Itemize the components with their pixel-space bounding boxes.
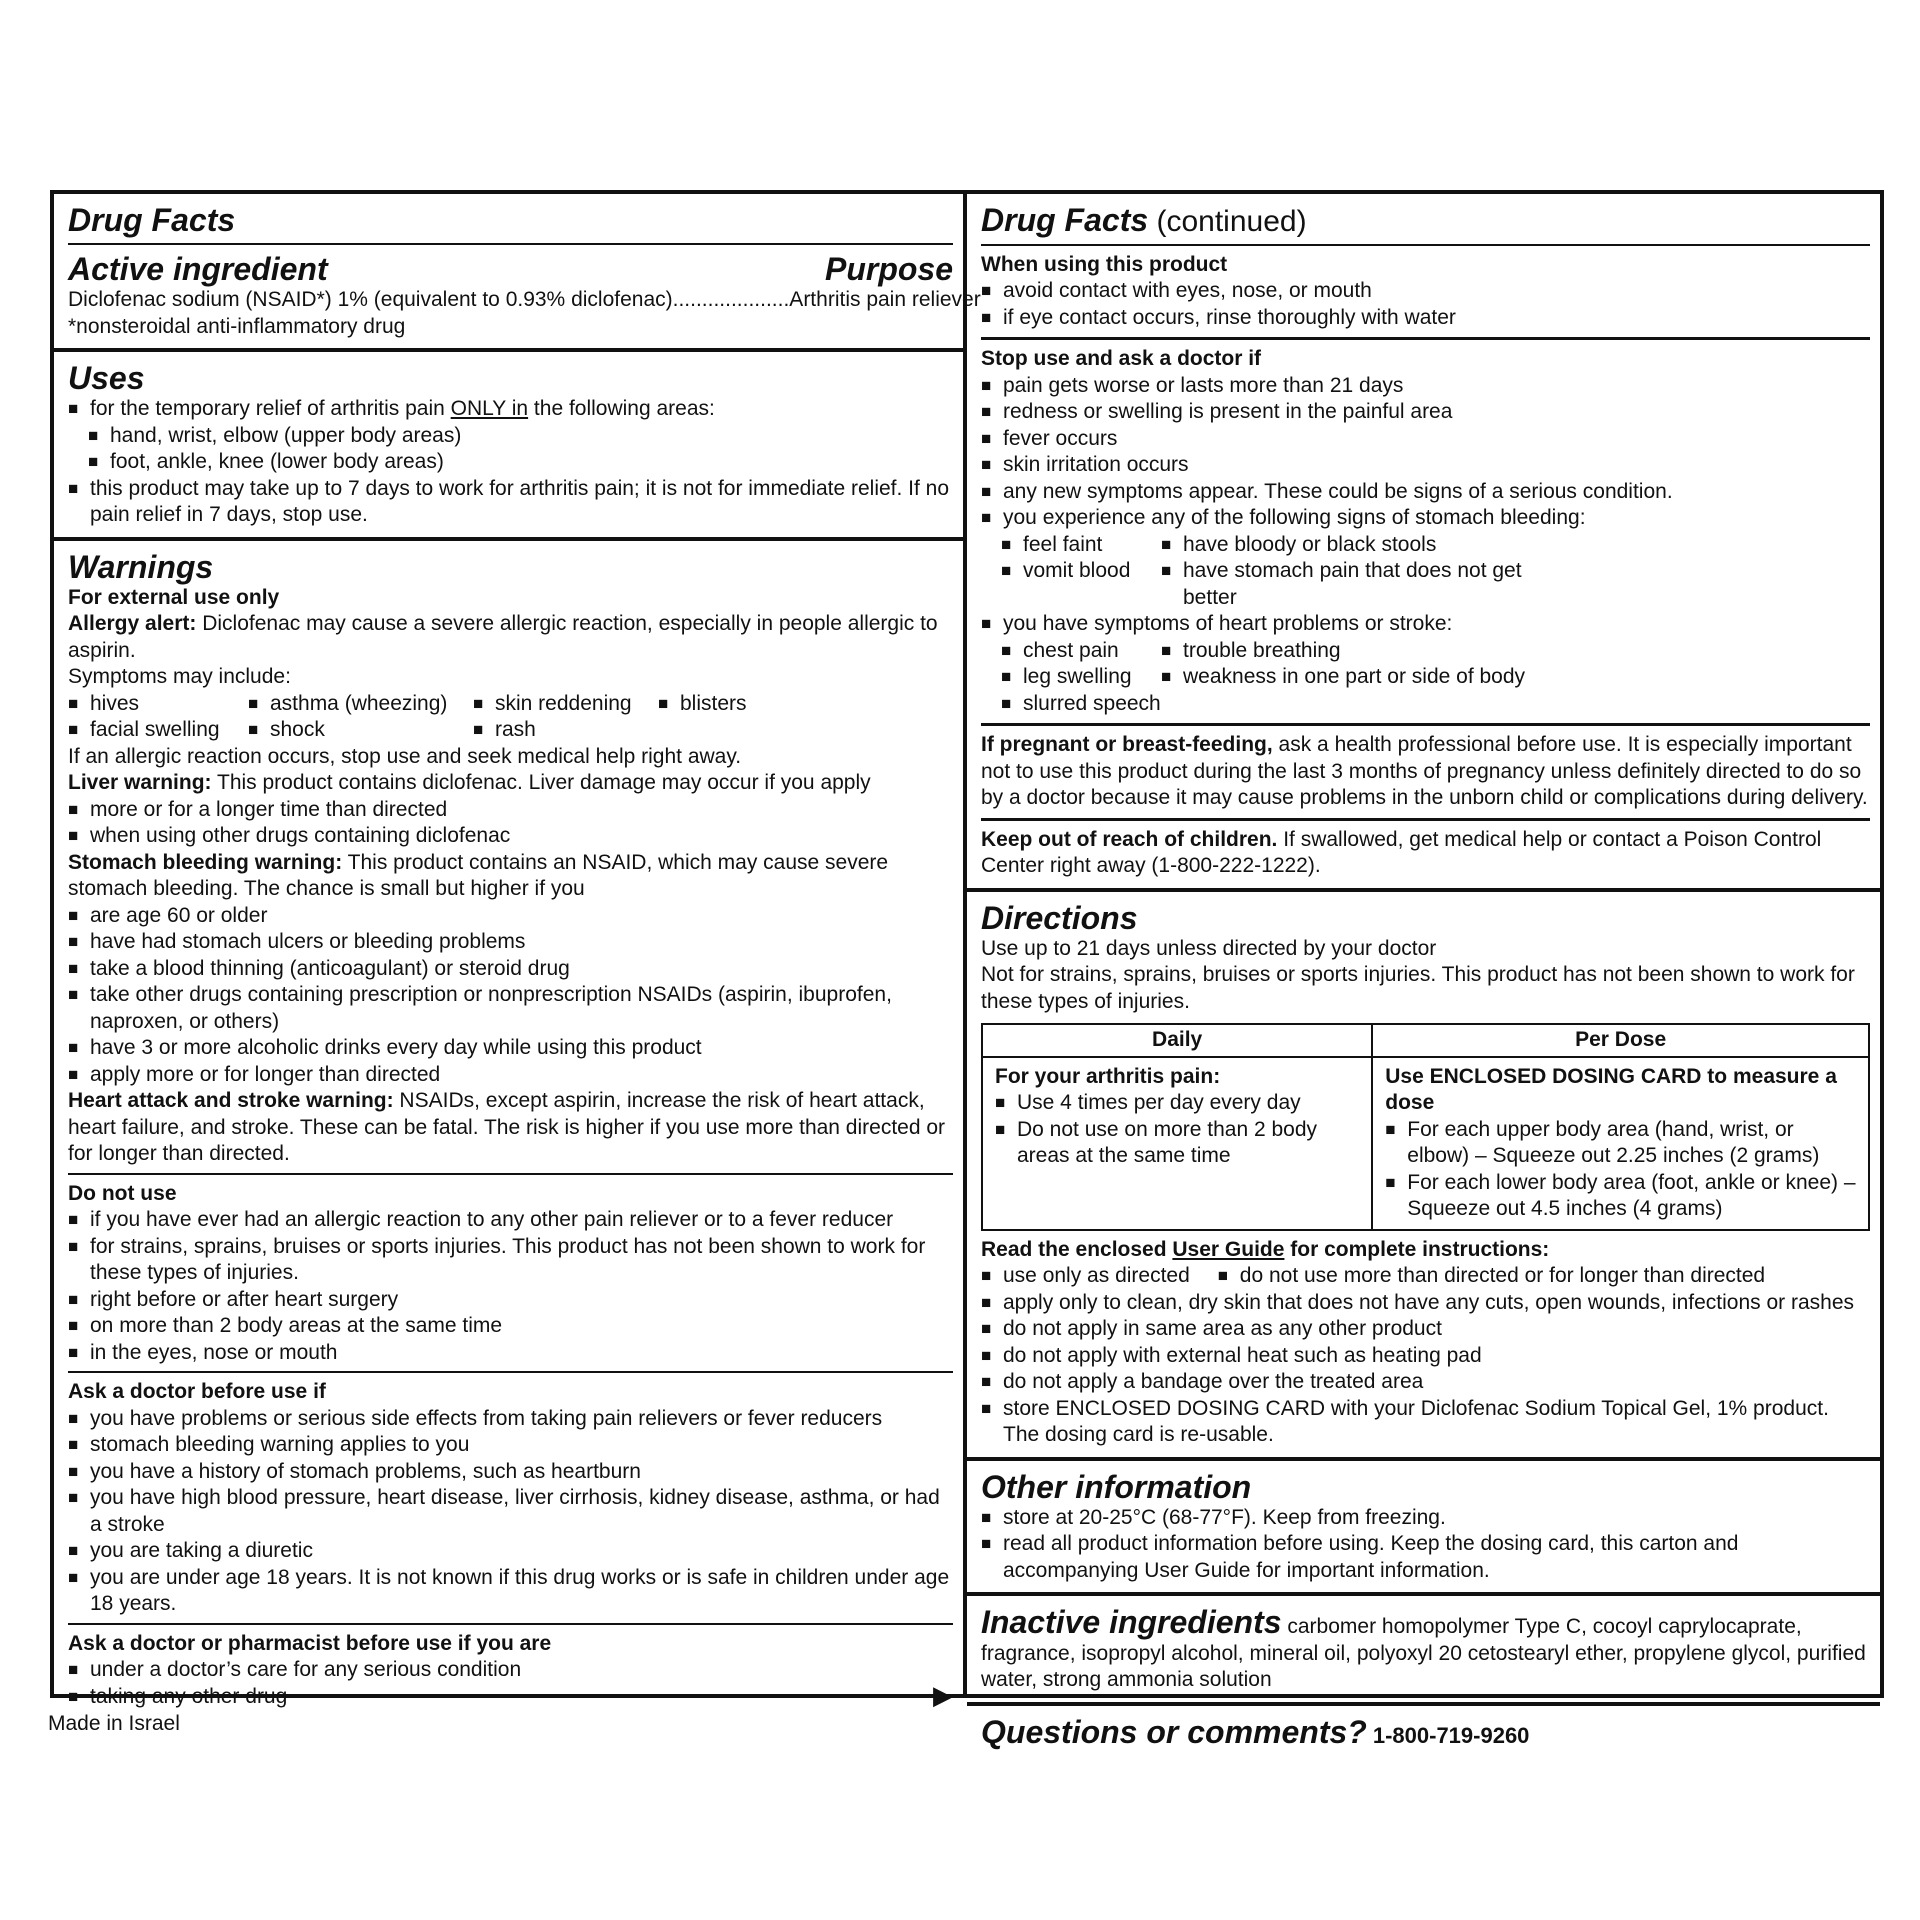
symptoms-grid: [68, 691, 953, 744]
directions-item: ■ apply only to clean, dry skin that does not have any cuts, open wounds, infections or rashes: [981, 1290, 1870, 1317]
continued-arrow-icon: ▶: [933, 1679, 953, 1710]
stomach-item: ■ take other drugs containing prescription or nonprescription NSAIDs (aspirin, ibuprofen, naproxen, or others): [68, 982, 953, 1035]
ask-doctor-item: ■ you have a history of stomach problems, such as heartburn: [68, 1459, 953, 1486]
daily-header: Daily: [982, 1024, 1372, 1057]
other-info-box: [967, 1457, 1880, 1593]
liver-text: This product contains diclofenac. Liver damage may occur if you apply: [211, 771, 871, 794]
ask-doctor-item: ■ you have high blood pressure, heart disease, liver cirrhosis, kidney disease, asthma, or had a stroke: [68, 1485, 953, 1538]
symptoms-intro: Symptoms may include:: [68, 665, 291, 688]
drug-facts-heading: Drug Facts: [68, 202, 236, 238]
heart-sign: ■ leg swelling: [1001, 664, 1161, 691]
continued-label: (continued): [1148, 205, 1307, 238]
bleeding-sign: ■ vomit blood: [1001, 558, 1161, 611]
ask-doctor-item: ■ you are taking a diuretic: [68, 1538, 953, 1565]
other-info-title: Other information: [981, 1468, 1252, 1505]
divider: [981, 337, 1870, 340]
heart-label: Heart attack and stroke warning:: [68, 1089, 394, 1112]
ask-doctor-item: ■ you have problems or serious side effects from taking pain relievers or fever reducers: [68, 1406, 953, 1433]
inactive-title: Inactive ingredients: [981, 1604, 1282, 1640]
divider: [68, 243, 953, 245]
directions-item: ■ do not apply in same area as any other product: [981, 1316, 1870, 1343]
symptom: ■ blisters: [658, 691, 838, 718]
symptom: ■ hives: [68, 691, 248, 718]
daily-title: For your arthritis pain:: [995, 1064, 1221, 1088]
uses-title: Uses: [68, 360, 145, 396]
drug-facts-heading: Drug Facts: [981, 202, 1149, 238]
active-ingredient-box: [54, 194, 981, 348]
directions-title: Directions: [981, 899, 1138, 936]
liver-warning: [68, 770, 953, 797]
heart-text: NSAIDs, except aspirin, increase the risk of heart attack, heart failure, and stroke. These can be fatal. The risk is higher if you use more than directed or for longer than directed.: [68, 1089, 946, 1165]
stop-use-item: ■ skin irritation occurs: [981, 452, 1870, 479]
read-user-guide: [981, 1237, 1870, 1264]
do-not-use-item: ■ for strains, sprains, bruises or sports injuries. This product has not been shown to work for these types of injuries.: [68, 1234, 953, 1287]
stomach-item: ■ have had stomach ulcers or bleeding problems: [68, 929, 953, 956]
symptom: ■ rash: [473, 717, 658, 744]
stop-use-item: ■ any new symptoms appear. These could be signs of a serious condition.: [981, 479, 1870, 506]
bleeding-sign: ■ have bloody or black stools: [1161, 532, 1561, 559]
liver-label: Liver warning:: [68, 771, 212, 794]
external-use-only: For external use only: [68, 585, 280, 609]
liver-item: ■ more or for a longer time than directed: [68, 797, 953, 824]
questions-box: [967, 1702, 1880, 1758]
liver-item: ■ when using other drugs containing diclofenac: [68, 823, 953, 850]
do-not-use-item: ■ on more than 2 body areas at the same time: [68, 1313, 953, 1340]
user-guide-link: User Guide: [1172, 1237, 1285, 1261]
keep-out-of-reach: [981, 827, 1870, 880]
allergy-after: If an allergic reaction occurs, stop use and seek medical help right away.: [68, 744, 742, 768]
inactive-ingredients-box: [967, 1592, 1880, 1702]
when-using-item: ■ if eye contact occurs, rinse thoroughly with water: [981, 305, 1870, 332]
keep-out-text: If swallowed, get medical help or contact a Poison Control Center right away (1-800-222-1222).: [981, 827, 1822, 877]
per-dose-title: Use ENCLOSED DOSING CARD to measure a dose: [1385, 1064, 1837, 1114]
warnings-box: [54, 537, 963, 1719]
ask-pharmacist-title: Ask a doctor or pharmacist before use if you are: [68, 1631, 552, 1655]
daily-cell: [982, 1057, 1372, 1230]
ask-doctor-title: Ask a doctor before use if: [68, 1380, 326, 1403]
questions-row: [981, 1714, 1870, 1750]
directions-line: Use up to 21 days unless directed by your doctor: [981, 936, 1437, 960]
read-text: Read the enclosed: [981, 1237, 1173, 1261]
divider: [981, 244, 1870, 246]
per-dose-item: ■ For each lower body area (foot, ankle or knee) – Squeeze out 4.5 inches (4 grams): [1385, 1170, 1858, 1223]
divider: [68, 1371, 953, 1373]
uses-item: ■ this product may take up to 7 days to work for arthritis pain; it is not for immediate relief. If no pain relief in 7 days, stop use.: [68, 476, 953, 529]
uses-subitem: ■ hand, wrist, elbow (upper body areas): [88, 423, 953, 450]
stop-use-item: ■ you have symptoms of heart problems or stroke:: [981, 611, 1870, 638]
left-column: [54, 194, 981, 1710]
purpose-title: Purpose: [824, 251, 953, 287]
other-info-item: ■ read all product information before using. Keep the dosing card, this carton and accompanying User Guide for important information.: [981, 1531, 1870, 1584]
read-text: for complete instructions:: [1284, 1237, 1550, 1261]
allergy-text: Diclofenac may cause a severe allergic reaction, especially in people allergic to aspirin.: [68, 612, 938, 662]
per-dose-cell: [1372, 1057, 1869, 1230]
uses-only-in: ONLY in: [450, 397, 529, 420]
directions-item: ■ use only as directed: [981, 1263, 1190, 1290]
stomach-item: ■ have 3 or more alcoholic drinks every day while using this product: [68, 1035, 953, 1062]
bleeding-signs-grid: [1001, 532, 1870, 612]
allergy-alert: [68, 611, 953, 664]
symptom: ■ facial swelling: [68, 717, 248, 744]
bleeding-sign: ■ have stomach pain that does not get better: [1161, 558, 1561, 611]
do-not-use-item: ■ in the eyes, nose or mouth: [68, 1340, 953, 1367]
ask-doctor-item: ■ stomach bleeding warning applies to you: [68, 1432, 953, 1459]
right-column: [967, 194, 1880, 1750]
directions-item: ■ do not use more than directed or for longer than directed: [1218, 1263, 1765, 1290]
pregnancy-text: ask a health professional before use. It is especially important not to use this product during the last 3 months of pregnancy unless definitely directed to do so by a doctor because it may cause problems in the unborn child or complications during delivery.: [981, 733, 1868, 809]
stomach-label: Stomach bleeding warning:: [68, 850, 343, 874]
active-ingredient-line: Diclofenac sodium (NSAID*) 1% (equivalent to 0.93% diclofenac)....................Arthritis pain reliever: [68, 288, 981, 311]
heart-sign: ■ slurred speech: [1001, 691, 1161, 718]
keep-out-label: Keep out of reach of children.: [981, 827, 1278, 851]
uses-box: [54, 348, 963, 537]
nsaid-note: *nonsteroidal anti-inflammatory drug: [68, 314, 406, 338]
heart-sign: ■ trouble breathing: [1161, 638, 1561, 665]
directions-item: ■ do not apply a bandage over the treated area: [981, 1369, 1870, 1396]
stop-use-item: ■ you experience any of the following signs of stomach bleeding:: [981, 505, 1870, 532]
stop-use-item: ■ pain gets worse or lasts more than 21 days: [981, 373, 1870, 400]
stop-use-item: ■ fever occurs: [981, 426, 1870, 453]
pregnancy-label: If pregnant or breast-feeding,: [981, 733, 1273, 756]
directions-box: [967, 888, 1880, 1457]
per-dose-header: Per Dose: [1372, 1024, 1869, 1057]
heart-sign: ■ weakness in one part or side of body: [1161, 664, 1561, 691]
continued-heading: [981, 202, 1870, 239]
divider: [981, 723, 1870, 726]
directions-item: ■ store ENCLOSED DOSING CARD with your Diclofenac Sodium Topical Gel, 1% product. The dosing card is re-usable.: [981, 1396, 1870, 1449]
divider: [981, 818, 1870, 821]
stomach-item: ■ apply more or for longer than directed: [68, 1062, 953, 1089]
ask-pharmacist-item: ■ under a doctor’s care for any serious condition: [68, 1657, 953, 1684]
uses-item: [68, 396, 953, 423]
daily-item: ■ Do not use on more than 2 body areas at the same time: [995, 1117, 1361, 1170]
dosing-table: [981, 1023, 1870, 1231]
stomach-warning: [68, 850, 953, 903]
directions-line: Not for strains, sprains, bruises or sports injuries. This product has not been shown to work for these types of injuries.: [981, 963, 1855, 1013]
active-ingredient-title: Active ingredient: [68, 251, 328, 287]
bleeding-sign: ■ feel faint: [1001, 532, 1161, 559]
divider: [68, 1173, 953, 1175]
when-using-item: ■ avoid contact with eyes, nose, or mouth: [981, 278, 1870, 305]
divider: [68, 1623, 953, 1625]
stomach-item: ■ take a blood thinning (anticoagulant) or steroid drug: [68, 956, 953, 983]
continued-warnings-box: [967, 194, 1880, 888]
heart-warning: [68, 1088, 953, 1168]
other-info-item: ■ store at 20-25°C (68-77°F). Keep from freezing.: [981, 1505, 1870, 1532]
questions-phone: 1-800-719-9260: [1372, 1722, 1530, 1748]
uses-text: the following areas:: [528, 397, 715, 420]
ask-pharmacist-item: ■ taking any other drug: [68, 1684, 953, 1711]
warnings-title: Warnings: [68, 548, 214, 585]
per-dose-item: ■ For each upper body area (hand, wrist, or elbow) – Squeeze out 2.25 inches (2 grams): [1385, 1117, 1858, 1170]
uses-text: for the temporary relief of arthritis pain: [90, 397, 451, 420]
allergy-label: Allergy alert:: [68, 612, 197, 635]
stomach-item: ■ are age 60 or older: [68, 903, 953, 930]
symptom: ■ shock: [248, 717, 473, 744]
questions-title: Questions or comments?: [981, 1713, 1367, 1750]
directions-item: ■ do not apply with external heat such as heating pad: [981, 1343, 1870, 1370]
do-not-use-title: Do not use: [68, 1181, 177, 1205]
symptom: ■ asthma (wheezing): [248, 691, 473, 718]
do-not-use-item: ■ if you have ever had an allergic reaction to any other pain reliever or to a fever reducer: [68, 1207, 953, 1234]
directions-row: [981, 1263, 1870, 1290]
ask-doctor-item: ■ you are under age 18 years. It is not known if this drug works or is safe in children under age 18 years.: [68, 1565, 953, 1618]
do-not-use-item: ■ right before or after heart surgery: [68, 1287, 953, 1314]
pregnancy-warning: [981, 732, 1870, 812]
active-title-row: [68, 251, 953, 287]
heart-sign: ■ chest pain: [1001, 638, 1161, 665]
heart-signs-grid: [1001, 638, 1870, 718]
made-in-note: Made in Israel: [48, 1712, 180, 1735]
uses-subitem: ■ foot, ankle, knee (lower body areas): [88, 449, 953, 476]
stop-use-item: ■ redness or swelling is present in the painful area: [981, 399, 1870, 426]
stomach-text: This product contains an NSAID, which may cause severe stomach bleeding. The chance is small but higher if you: [68, 850, 889, 900]
daily-item: ■ Use 4 times per day every day: [995, 1090, 1361, 1117]
when-using-title: When using this product: [981, 252, 1228, 276]
symptom: ■ skin reddening: [473, 691, 658, 718]
inactive-text: carbomer homopolymer Type C, cocoyl caprylocaprate, fragrance, isopropyl alcohol, mineral oil, polyoxyl 20 cetostearyl ether, propylene glycol, purified water, strong ammonia solution: [981, 1615, 1866, 1691]
stop-use-title: Stop use and ask a doctor if: [981, 347, 1262, 370]
